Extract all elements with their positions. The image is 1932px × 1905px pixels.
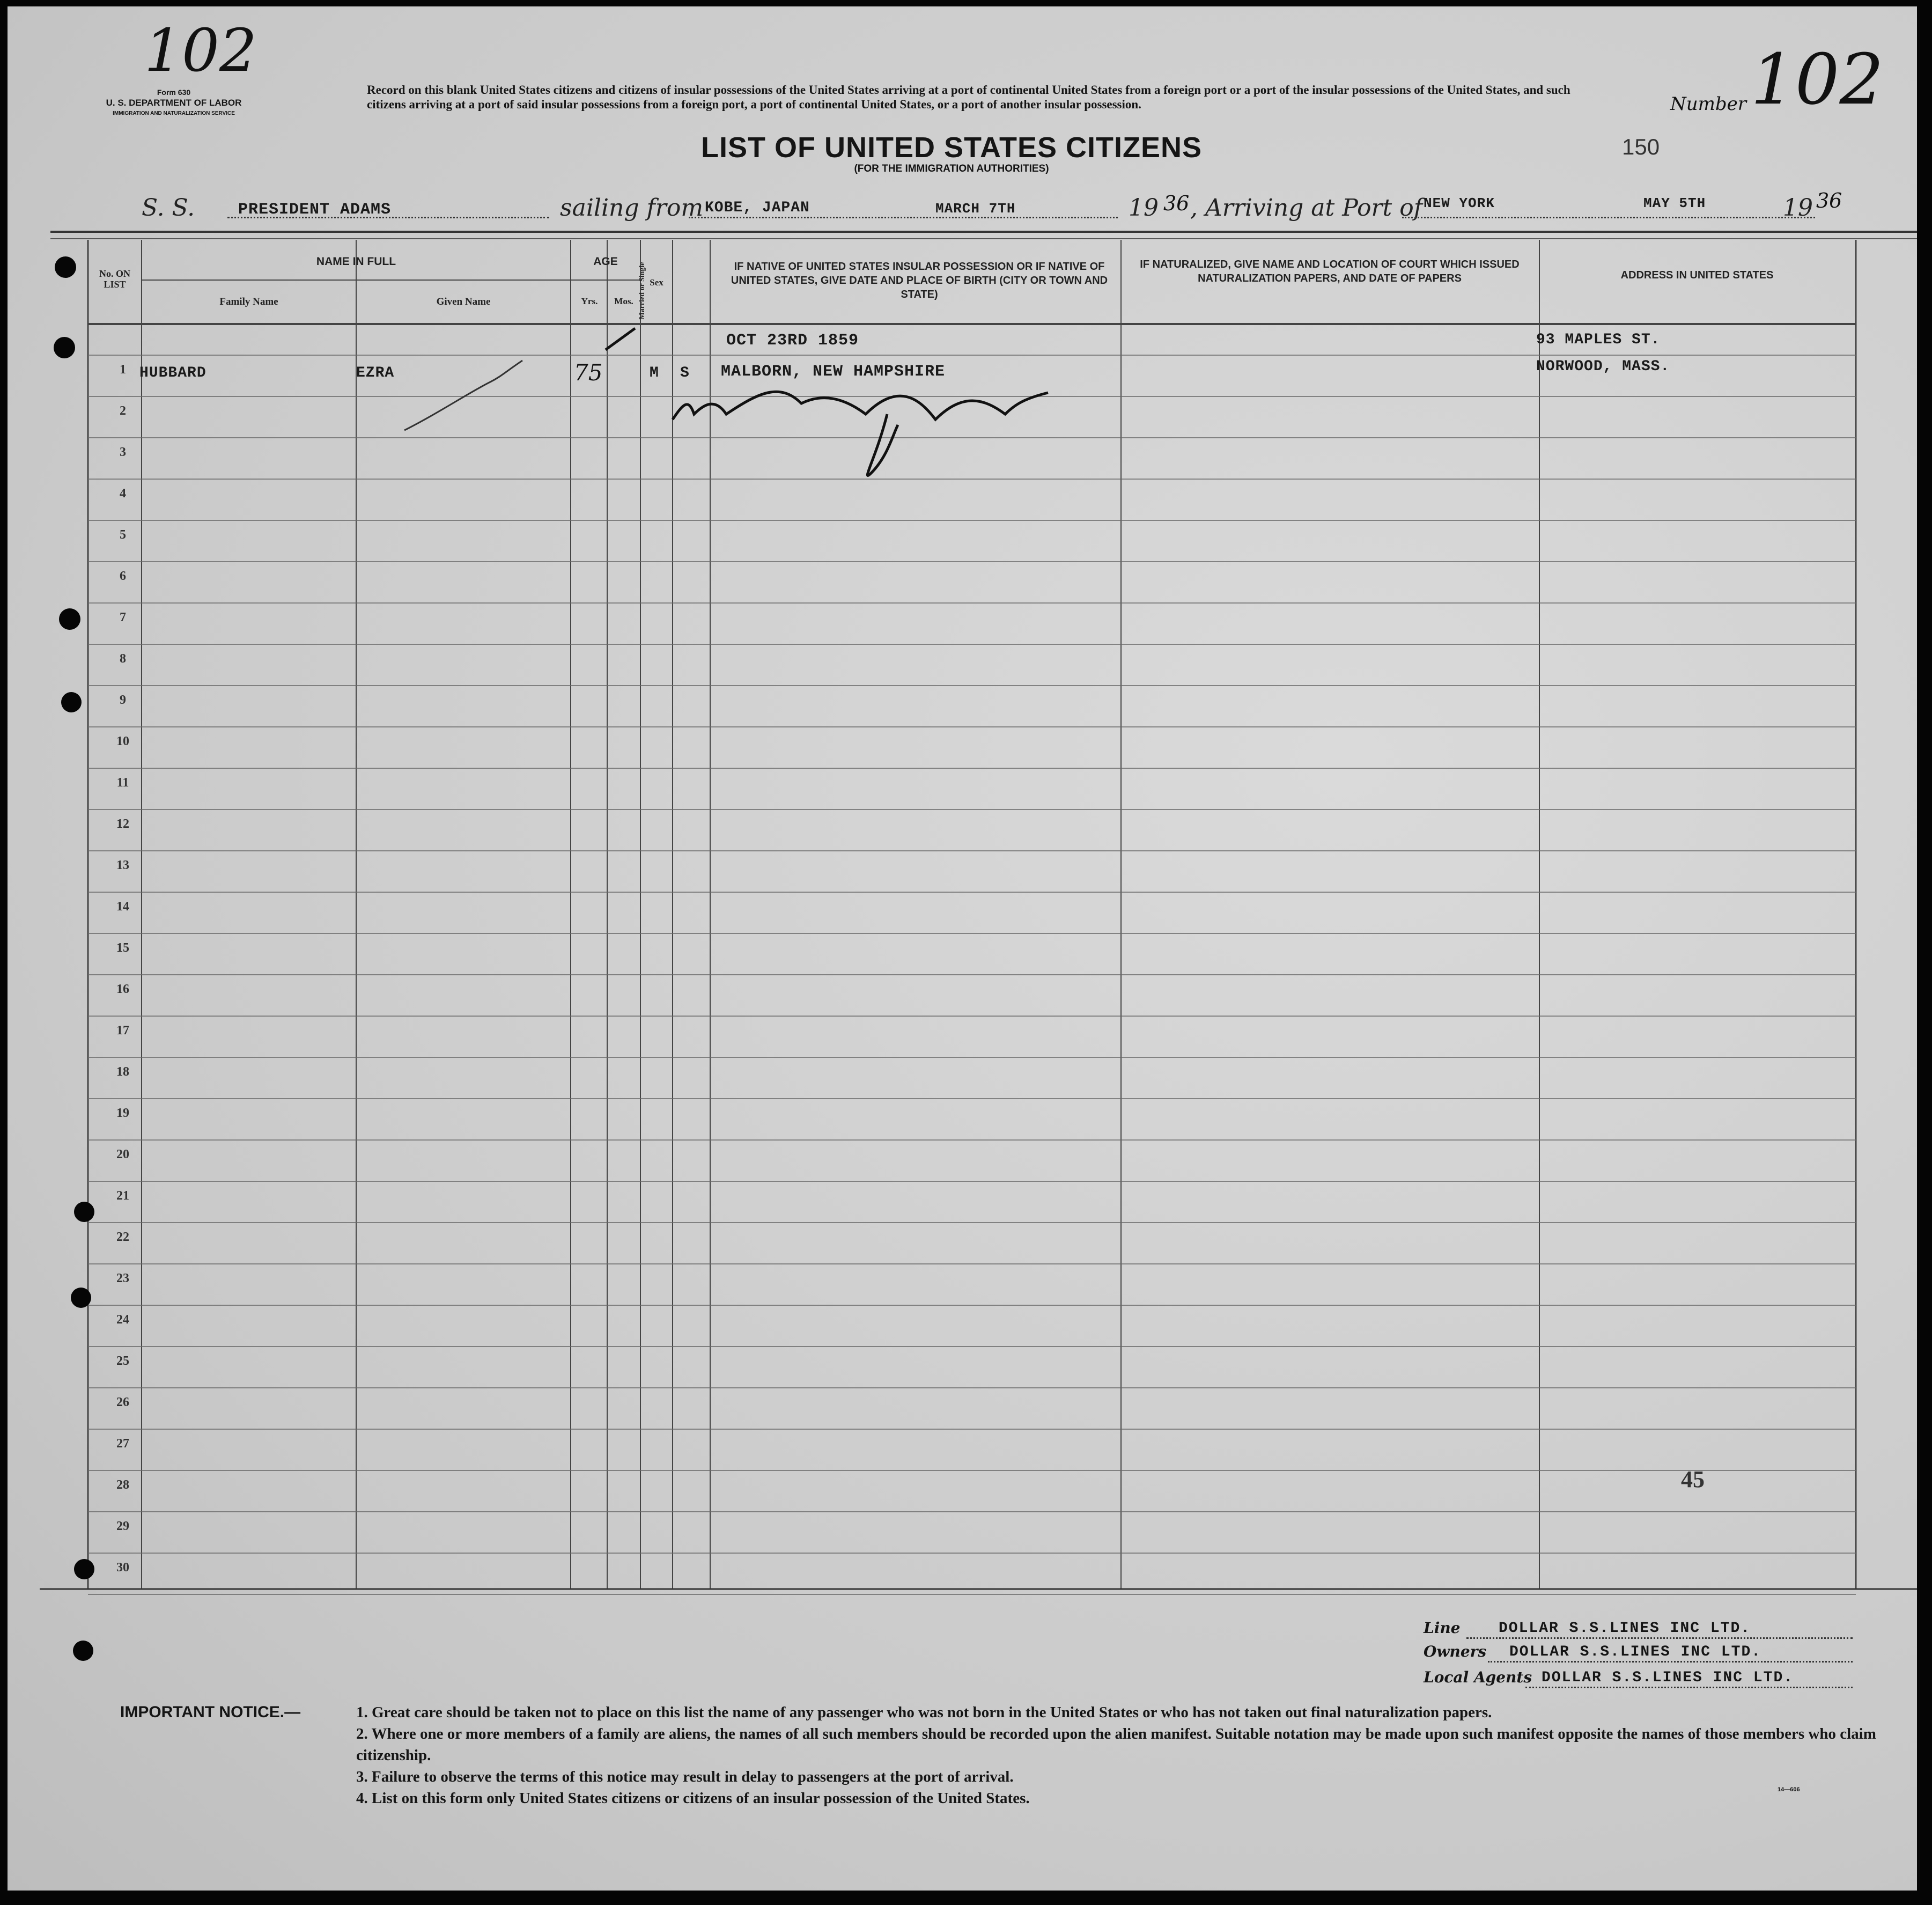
entry-address-line1: 93 MAPLES ST. <box>1536 332 1661 348</box>
punch-hole <box>73 1641 93 1661</box>
entry-family-name: HUBBARD <box>139 365 207 381</box>
row-number: 8 <box>120 652 126 666</box>
corner-code: 14—606 <box>1778 1786 1800 1793</box>
col-family-name: Family Name <box>219 296 278 307</box>
row-number: 19 <box>116 1106 129 1120</box>
handwritten-marks <box>8 6 1917 1659</box>
row-number: 15 <box>116 941 129 955</box>
line-underline <box>1466 1637 1853 1639</box>
row-number: 17 <box>116 1024 129 1038</box>
row-number: 10 <box>116 734 129 748</box>
row-number: 30 <box>116 1561 129 1575</box>
ss-label: S. S. <box>142 194 195 222</box>
document-sheet <box>8 6 1917 1891</box>
from-port: KOBE, JAPAN <box>705 200 810 216</box>
sailing-label: sailing from <box>560 194 704 222</box>
row-number: 25 <box>116 1354 129 1368</box>
row-number: 11 <box>116 776 129 790</box>
year-prefix-1: 19 <box>1129 194 1159 222</box>
col-age-yrs: Yrs. <box>581 296 598 306</box>
punch-hole <box>71 1288 91 1308</box>
punch-hole <box>61 692 82 712</box>
col-age: AGE <box>593 255 618 268</box>
year-suffix-1: 36 <box>1163 192 1190 215</box>
row-number: 16 <box>116 982 129 996</box>
col-no-on-list: No. ON LIST <box>99 268 130 290</box>
agents-underline <box>1525 1687 1853 1688</box>
row-number: 4 <box>120 487 126 501</box>
form-number: Form 630 <box>157 88 191 97</box>
row-number: 18 <box>116 1065 129 1079</box>
row-number: 24 <box>116 1313 129 1327</box>
page-title: LIST OF UNITED STATES CITIZENS <box>701 131 1202 164</box>
row-number: 13 <box>116 858 129 872</box>
row-number: 6 <box>120 569 126 583</box>
entry-age-yrs: 75 <box>574 359 603 386</box>
stamp-150: 150 <box>1622 134 1660 159</box>
entry-birth-place: MALBORN, NEW HAMPSHIRE <box>721 363 946 381</box>
notice-item-3: 3. Failure to observe the terms of this notice may result in delay to passengers at the port of arrival. <box>356 1768 1014 1785</box>
col-sex: Sex <box>650 277 663 288</box>
record-instruction: Record on this blank United States citizens and citizens of insular possessions of the United States arriving at a port of continental United States from a foreign port or a port of the insular possessions of the United States, and such citizens arriving at a port of said insular possessions from a foreign port, a port of continental United States, or a port of another insular possession. <box>367 83 1570 111</box>
entry-given-name: EZRA <box>356 365 395 381</box>
page-number-top-right: 102 <box>1751 39 1884 120</box>
row-number: 27 <box>116 1437 129 1451</box>
row-number: 14 <box>116 900 129 914</box>
from-date: MARCH 7TH <box>935 201 1016 217</box>
col-given-name: Given Name <box>436 296 491 307</box>
owners-label: Owners <box>1424 1643 1487 1660</box>
row-number: 7 <box>120 611 126 624</box>
row-number: 22 <box>116 1230 129 1244</box>
entry-sex: M <box>650 365 659 381</box>
page-subtitle: (FOR THE IMMIGRATION AUTHORITIES) <box>854 163 1049 174</box>
entry-address-line2: NORWOOD, MASS. <box>1536 358 1670 375</box>
page-number-top-left: 102 <box>144 16 257 85</box>
row-number: 29 <box>116 1519 129 1533</box>
ship-name: PRESIDENT ADAMS <box>238 201 392 219</box>
row-number: 12 <box>116 817 129 831</box>
service-name: IMMIGRATION AND NATURALIZATION SERVICE <box>113 111 235 116</box>
line-label: Line <box>1424 1619 1461 1637</box>
col-age-mos: Mos. <box>614 296 633 306</box>
agents-value: DOLLAR S.S.LINES INC LTD. <box>1542 1669 1794 1686</box>
entry-birth-date: OCT 23RD 1859 <box>726 332 859 350</box>
notice-item-2: 2. Where one or more members of a family are aliens, the names of all such members should be recorded upon the alien manifest. Suitable notation may be made upon such manifest opposite the names of those members who claim citizenship. <box>356 1725 1876 1764</box>
row-number: 1 <box>120 363 126 377</box>
to-port: NEW YORK <box>1424 195 1495 211</box>
to-date: MAY 5TH <box>1643 195 1706 211</box>
row-number: 20 <box>116 1148 129 1161</box>
punch-hole <box>59 608 80 630</box>
department-name: U. S. DEPARTMENT OF LABOR <box>106 98 242 108</box>
pen-stroke-mark <box>404 361 522 430</box>
stamp-45: 45 <box>1681 1466 1705 1492</box>
notice-item-1: 1. Great care should be taken not to place on this list the name of any passenger who was not born in the United States or who has not taken out final naturalization papers. <box>356 1704 1492 1721</box>
punch-hole <box>74 1202 94 1222</box>
owners-value: DOLLAR S.S.LINES INC LTD. <box>1509 1644 1762 1660</box>
punch-hole <box>74 1559 94 1579</box>
col-naturalized: IF NATURALIZED, GIVE NAME AND LOCATION OF COURT WHICH ISSUED NATURALIZATION PAPERS, AND DATE OF PAPERS <box>1140 259 1520 284</box>
row-number: 21 <box>116 1189 129 1203</box>
col-married-single: Married or Single <box>638 262 646 320</box>
number-label: Number <box>1670 93 1747 115</box>
arriving-label: , Arriving at Port of <box>1190 194 1422 222</box>
year-prefix-2: 19 <box>1783 194 1813 222</box>
punch-hole <box>54 337 75 358</box>
row-number: 9 <box>120 693 126 707</box>
owners-underline <box>1488 1661 1853 1663</box>
row-number: 26 <box>116 1395 129 1409</box>
col-name-in-full: NAME IN FULL <box>316 255 396 268</box>
notice-label: IMPORTANT NOTICE.— <box>120 1703 301 1721</box>
line-value: DOLLAR S.S.LINES INC LTD. <box>1499 1620 1751 1637</box>
row-number: 28 <box>116 1478 129 1492</box>
entry-marital: S <box>680 365 690 381</box>
col-birth: IF NATIVE OF UNITED STATES INSULAR POSSESSION OR IF NATIVE OF UNITED STATES, GIVE DATE AND PLACE OF BIRTH (CITY OR TOWN AND STATE) <box>731 261 1108 300</box>
notice-item-4: 4. List on this form only United States citizens or citizens of an insular possession of the United States. <box>356 1790 1030 1807</box>
row-number: 5 <box>120 528 126 542</box>
row-number: 2 <box>120 404 126 418</box>
tick-mark <box>606 328 635 350</box>
punch-hole <box>55 256 76 278</box>
year-suffix-2: 36 <box>1816 189 1842 212</box>
agents-label: Local Agents <box>1424 1668 1532 1686</box>
col-address: ADDRESS IN UNITED STATES <box>1620 269 1774 281</box>
row-number: 23 <box>116 1271 129 1285</box>
handwritten-signature <box>673 392 1048 475</box>
important-notice <box>120 1702 1890 1809</box>
row-number: 3 <box>120 445 126 459</box>
